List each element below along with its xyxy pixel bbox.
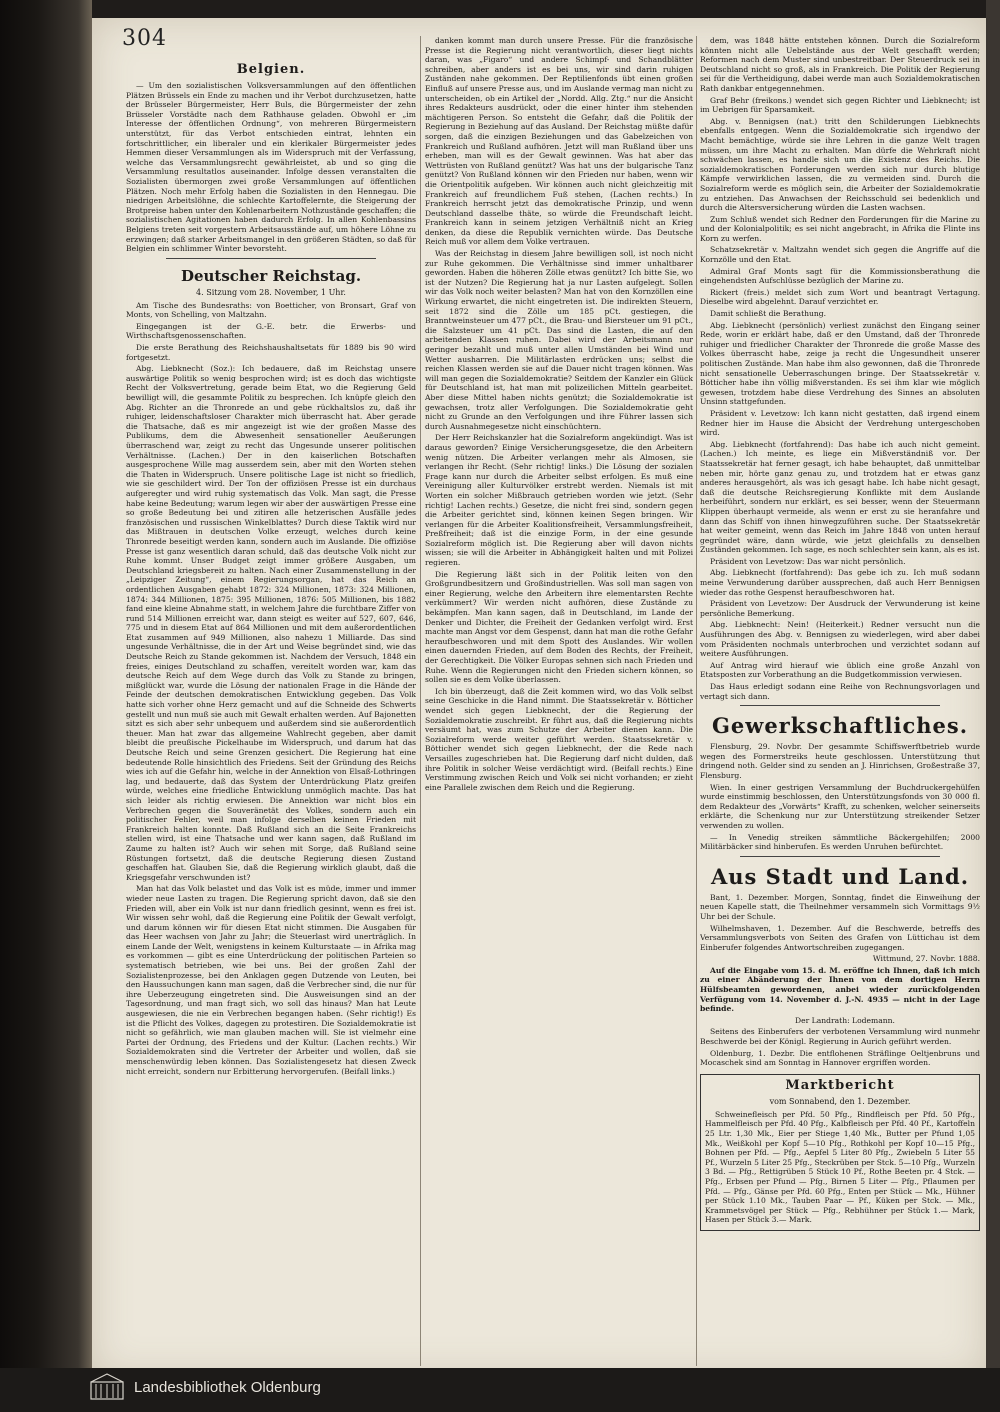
heading-belgien: Belgien. — [236, 62, 306, 77]
heading-gewerkschaftliches: Gewerkschaftliches. — [711, 713, 969, 739]
text-paragraph: Auf Antrag wird hierauf wie üblich eine große Anzahl von Etatsposten zur Vorberathung an die Budgetkommission verwiesen. — [700, 660, 980, 680]
reichstag-paragraph: Am Tische des Bundesraths: von Boetticher, von Bronsart, Graf von Monts, von Schelling, von Maltzahn. — [126, 300, 416, 320]
text-paragraph: Die Regierung läßt sich in der Politik leiten von den Großgrundbesitzern und Großindustriellen. Was soll man sagen von einer Regierung, welche den Arbeitern ihre elementarsten Rechte verkümmert? Wir werden nicht aufhören, diese Zustände zu bekämpfen. Man kann sagen, daß in Deutschland, im Lande der Denker und Dichter, die Freiheit der Gedanken verfolgt wird. Erst machte man Angst vor dem Gespenst, dann hat man die rothe Gefahr heraufbeschworen und mit dem Spott des Auslandes. Wir wollen einen dauernden Frieden, auf dem Boden des Rechts, der Freiheit, der Gerechtigkeit. Die Völker Europas sehnen sich nach Frieden und Ruhe. Wenn die Regierungen nicht den Frieden sichern können, so sollen sie es dem Volke überlassen. — [425, 569, 693, 685]
market-prices: Schweinefleisch per Pfd. 50 Pfg., Rindfleisch per Pfd. 50 Pfg., Hammelfleisch per Pfd. 40 Pfg., Kalbfleisch per Pfd. 40 Pf., Kartoffeln 25 Ltr. 1,30 Mk., Eier per Stiege 1,40 Mk., Butter per Pfund 1,05 Mk., Weißkohl per Kopf 5—10 Pfg., Rothkohl per Kopf 10—15 Pfg., Bohnen per Pfd. — Pfg., Aepfel 5 Liter 80 Pfg., Zwiebeln 5 Liter 55 Pf., Wurzeln 5 Liter 25 Pfg., Steckrüben per Stck. 5—10 Pfg., Wurzeln 3 Bd. — Pfg., Rettigrüben 5 Stück 10 Pf., Rothe Beeten pr. 4 Stck. — Pfg., Erbsen per Pfund — Pfg., Birnen 5 Liter — Pfg., Pflaumen per Pfd. — Pfg., Gänse per Pfd. 60 Pfg., Enten per Stück — Mk., Hühner per Stück 1.10 Mk., Tauben Paar — Pf., Küken per Stck. — Mk., Krammetsvögel per Stück — Pfg., Rebhühner per Stück 1.— Mark, Hasen per Stück 3.— Mark. — [705, 1109, 976, 1225]
text-paragraph: Abg. v. Bennigsen (nat.) tritt den Schilderungen Liebknechts ebenfalls entgegen. Wenn die Sozialdemokratie sich irgendwo der Macht bemächtige, würde sie ihre Lehren in die ganze Welt tragen müssen, um ihre Macht zu erhalten. Man dürfe die Wehrkraft nicht schwächen lassen, es handle sich um die Existenz des Reichs. Die sozialdemokratischen Forderungen werden sich nur durch blutige Kämpfe verwirklichen lassen, die zu vermeiden sind. Durch die Sozialreform werde es möglich sein, die Arbeiter der Sozialdemokratie zu entziehen. Das Anwachsen der Reichsschuld sei bedenklich und durch die Altersversicherung würden die Lasten wachsen. — [700, 116, 980, 213]
book-spine — [0, 0, 92, 1412]
heading-marktbericht: Marktbericht — [785, 1077, 895, 1093]
letter-body: Auf die Eingabe vom 15. d. M. eröffne ich Ihnen, daß ich mich zu einer Abänderung der Ihnen von dem dortigen Herrn Hülfsbeamten gewordenen, anbei wieder zurückfolgenden Verfügung vom 14. November d. J.-N. 4935 — nicht in der Lage befinde. — [700, 965, 980, 1014]
reichstag-paragraph: Die erste Berathung des Reichshaushaltsetats für 1889 bis 90 wird fortgesetzt. — [126, 343, 416, 362]
divider — [166, 258, 376, 259]
text-paragraph: Seitens des Einberufers der verbotenen Versammlung wird nunmehr Beschwerde bei der Königl. Regierung in Aurich geführt werden. — [700, 1027, 980, 1047]
page-number: 304 — [122, 26, 167, 51]
text-paragraph: Abg. Liebknecht (fortfahrend): Das gebe ich zu. Ich muß sodann meine Verwunderung darüber aussprechen, daß auch Herr Bennigsen wieder das rothe Gespenst heraufbeschworen hat. — [700, 568, 980, 597]
reichstag-paragraph: Man hat das Volk belastet und das Volk ist es müde, immer und immer wieder neue Lasten zu tragen. Die Regierung spricht davon, daß sie den Frieden will, aber ein Volk ist nur dann friedlich gesinnt, wenn es frei ist. Wir wissen sehr wohl, daß die Regierung eine Politik der Gewalt verfolgt, und darum können wir für diesen Etat nicht stimmen. Die Ausgaben für das Heer wachsen von Jahr zu Jahr; die Steuerlast wird unerträglich. In einem Lande der Welt, wenigstens in keinem Kulturstaate — in Afrika mag es vorkommen — gibt es eine Unterdrückung der politischen Parteien so systematisch betrieben, wie bei uns. Bei der großen Zahl der Sozialistenprozesse, bei den Anklagen gegen Dutzende von Leuten, bei den Haussuchungen kann man sagen, daß die Verbrecher sind, die nur für ihre Ueberzeugung eingetreten sind. Die Ausweisungen sind an der Tagesordnung, und man fragt sich, wo soll das hinaus? Man hat Leute ausgewiesen, die nie ein Verbrechen begangen haben. (Sehr richtig!) Es ist die Pflicht des Volkes, dagegen zu protestiren. Die Sozialdemokratie ist nicht so gefährlich, wie man glauben machen will. Sie ist vielmehr eine Partei der Ordnung, des Friedens und der Kultur. (Lachen rechts.) Wir Sozialdemokraten sind die Vertreter der Arbeiter und wollen, daß sie menschenwürdig leben können. Das Sozialistengesetz hat diesen Zweck nicht erreicht, sondern nur Erbitterung hervorgerufen. (Beifall links.) — [126, 884, 416, 1076]
text-paragraph: Damit schließt die Berathung. — [710, 309, 827, 319]
library-name: Landesbibliothek Oldenburg — [134, 1379, 321, 1396]
text-paragraph: Präsident v. Levetzow: Ich kann nicht gestatten, daß irgend einem Redner hier im Hause die Absicht der Verdrehung untergeschoben wird. — [700, 408, 980, 438]
divider — [740, 705, 940, 706]
heading-reichstag: Deutscher Reichstag. — [180, 266, 362, 285]
text-paragraph: — In Venedig streiken sämmtliche Bäckergehilfen; 2000 Militärbäcker sind hinberufen. Es werden Unruhen befürchtet. — [700, 832, 980, 852]
text-paragraph: Das Haus erledigt sodann eine Reihe von Rechnungsvorlagen und vertagt sich dann. — [700, 682, 980, 701]
column-rule — [420, 36, 421, 1366]
text-paragraph: Präsident von Levetzow: Das war nicht persönlich. — [710, 556, 906, 566]
heading-stadt-und-land: Aus Stadt und Land. — [710, 863, 970, 889]
text-paragraph: Schatzsekretär v. Maltzahn wendet sich gegen die Angriffe auf die Kornzölle und den Etat. — [700, 245, 980, 265]
column-1 — [126, 58, 416, 1378]
text-paragraph: Admiral Graf Monts sagt für die Kommissionsberathung die eingehendsten Aufschlüsse bezüglich der Marine zu. — [700, 266, 980, 286]
page-edge — [986, 0, 1000, 1412]
text-paragraph: Wien. In einer gestrigen Versammlung der Buchdruckergehülfen wurde einstimmig beschlossen, den Unterstützungsfonds von 30 000 fl. dem Redakteur des „Vorwärts“ Krafft, zu schenken, welcher seinerseits erklärte, die Schenkung nur zur Unterstützung streikender Setzer verwenden zu wollen. — [700, 782, 980, 830]
text-paragraph: Oldenburg, 1. Dezbr. Die entflohenen Sträflinge Oeltjenbruns und Mocaschek sind am Sonntag in Hannover ergriffen worden. — [700, 1048, 980, 1068]
text-paragraph: Graf Behr (freikons.) wendet sich gegen Richter und Liebknecht; ist im Uebrigen für Sparsamkeit. — [700, 95, 980, 115]
article-belgien: — Um den sozialistischen Volksversammlungen auf den öffentlichen Plätzen Brüssels ein Ende zu machen und ihr Verbot durchzusetzen, hatte der Brüsseler Bürgermeister, Herr Buls, die Bürgermeister der zehn Brüsseler Vorstädte nach dem Rathhause geladen. Obwohl er „im Interesse der öffentlichen Ordnung“, von mehreren Bürgermeistern unterstützt, für das Verbot entschieden eintrat, lehnten ein fortschrittlicher, ein liberaler und ein klerikaler Bürgermeister jedes Hemmen dieser Versammlungen als im Widerspruch mit der Verfassung, welche das Versammlungsrecht gewährleistet, ab und so ging die Versammlung resultatlos auseinander. Infolge dessen veranstalten die Sozialisten übermorgen zwei große Versammlungen auf öffentlichen Plätzen. Noch mehr Erfolg haben die Sozialisten in den Hennegau. Die niedrigen Arbeitslöhne, die schlechte Kartoffelernte, die Steigerung der Brotpreise haben unter den Kohlenarbeitern Nothzustände geschaffen; die sozialistischen Agitationen haben dadurch Erfolg. In allen Kohlenbassins Belgiens treten seit vorgestern Arbeitsausstände auf, um höhere Löhne zu erzwingen; daß starker Arbeitsmangel in den größeren Städten, so daß für Belgien ein schlimmer Winter bevorsteht. — [126, 81, 416, 254]
text-paragraph: Zum Schluß wendet sich Redner den Forderungen für die Marine zu und der Kolonialpolitik; es sei nicht angebracht, in Afrika die Flinte ins Korn zu werfen. — [700, 214, 980, 243]
newspaper-page — [92, 18, 986, 1378]
divider — [740, 856, 940, 857]
text-paragraph: Flensburg, 29. Novbr. Der gesammte Schiffswerftbetrieb wurde wegen des Formerstreiks heute geschlossen. Unterstützung thut dringend noth. Gelder sind zu senden an J. Hinrichsen, Großestraße 37, Flensburg. — [700, 742, 980, 780]
text-paragraph: Abg. Liebknecht (fortfahrend): Das habe ich auch nicht gemeint. (Lachen.) Ich meinte, es liege ein Mißverständniß vor. Der Staatssekretär hat ferner gesagt, ich habe behauptet, daß unmittelbar neben mir, hörte ganz genau zu, und trotzdem hat er etwas ganz anderes herausgehört, als was ich gesagt habe. Ich habe nicht gesagt, daß die deutsche Reichsregierung Konflikte mit dem Auslande herbeiführt, sondern nur erklärt, es sei besser, wenn der Steuermann Klippen überhaupt vermeide, als wenn er erst zu sie heranfahre und dann das Schiff von ihnen hinwegzuführen suche. Der Staatssekretär hat weiter gemeint, wenn das Reich im Jahre 1848 von unten herauf gegründet wäre, dann würde, wie jetzt gleichfalls zu denselben Zuständen gekommen. Ich sage, es noch schlechter sein kann, als es ist. — [700, 439, 980, 555]
market-date: vom Sonnabend, den 1. Dezember. — [769, 1096, 911, 1106]
reichstag-paragraph: Eingegangen ist der G.-E. betr. die Erwerbs- und Wirthschaftsgenossenschaften. — [126, 321, 416, 341]
text-paragraph: Ich bin überzeugt, daß die Zeit kommen wird, wo das Volk selbst seine Geschicke in die Hand nimmt. Die Staatssekretär v. Bötticher wendet sich gegen Liebknecht, der die Regierung der Sozialdemokratie zuschreibt. Er führt aus, daß die Regierung nichts versäumt hat, was zum Schutze der Arbeiter dienen kann. Die Sozialreform werde weiter geführt werden. Staatssekretär v. Bötticher wendet sich gegen Liebknecht, der die Rede nach Versailles zugeschrieben hat. Die Regierung darf nicht dulden, daß ihre Politik in solcher Weise verdächtigt wird. (Beifall rechts.) Eine Verstimmung zwischen Reich und Volk sei nicht vorhanden; er zieht eine Parallele zwischen dem Reich und die Regierung. — [425, 686, 693, 792]
column-3 — [700, 36, 980, 1366]
text-paragraph: Präsident von Levetzow: Der Ausdruck der Verwunderung ist keine persönliche Bemerkung. — [700, 599, 980, 618]
letter-date: Wittmund, 27. Novbr. 1888. — [872, 954, 980, 964]
market-report-box — [700, 1074, 980, 1231]
text-paragraph: Abg. Liebknecht: Nein! (Heiterkeit.) Redner versucht nun die Ausführungen des Abg. v. Bennigsen zu wiederlegen, wird aber dabei vom Präsidenten nochmals unterbrochen und verzichtet sodann auf weitere Ausführungen. — [700, 620, 980, 659]
column-rule — [696, 36, 697, 1366]
library-building-icon — [90, 1372, 124, 1400]
text-paragraph: Abg. Liebknecht (persönlich) verliest zunächst den Eingang seiner Rede, worin er erklärt habe, daß er den Umstand, daß der Thronrede ruhiger und friedlicher Charakter der Thronrede die große Masse des Volkes überrascht habe, zeige ja recht die Ungesundheit unserer politischen Zustände. Man habe ihm also gewonnen, daß die Thronrede nicht sensationelle Ueberraschungen bringe. Der Staatssekretär v. Bötticher habe ihn völlig mißverstanden. Es sei ihm klar wie möglich gewesen, trotzdem habe diese Verdrehung des Sinnes an absoluten Unsinn stattgefunden. — [700, 320, 980, 407]
text-paragraph: danken kommt man durch unsere Presse. Für die französische Presse ist die Regierung nicht verantwortlich, dieser liegt nichts daran, was „Figaro“ und andere Schimpf- und Schandblätter schreiben, aber anders ist es bei uns, wir sind darin ruhigen Zuständen nahe gekommen. Der Reptilienfonds übt einen großen Einfluß auf unsere Presse aus, und im Auslande vermag man nicht zu unterscheiden, ob ein Artikel der „Nordd. Allg. Ztg.“ nur die Ansicht ihres Redakteurs ausdrückt, oder die einer hinter ihm stehenden mächtigeren Person. So entsteht die Gefahr, daß die Politik der Regierung in Beziehung auf das Ausland. Der Reichstag müßte dafür sorgen, daß die einzigen Beziehungen und das Gabelzeichen von Frankreich und Rußland aufhören. Jetzt will man Rußland über uns erheben, man will es der Gewalt gewinnen. Was hat aber das Wettrüsten von Rußland genützt? Was hat uns der bulgarische Tanz genützt? Von Rußland können wir den Frieden nur haben, wenn wir die Orientpolitik aufgeben. Wir können auch nicht gleichzeitig mit Frankreich auf freundlichem Fuß stehen, (Lachen rechts.) In Frankreich herrscht jetzt das demokratische Prinzip, und wenn Deutschland dasselbe thäte, so würde die Freundschaft leicht. Frankreich kann in seinem jetzigen Verhältniß nicht an Krieg denken, da diese die Republik vernichten würde. Das Deutsche Reich muß vor allem dem Volke vertrauen. — [425, 36, 693, 247]
text-paragraph: Rickert (freis.) meldet sich zum Wort und beantragt Vertagung. Dieselbe wird abgelehnt. Darauf verzichtet er. — [700, 287, 980, 307]
column-2 — [425, 36, 693, 1366]
text-paragraph: Bant, 1. Dezember. Morgen, Sonntag, findet die Einweihung der neuen Kapelle statt, die Theilnehmer versammeln sich Vormittags 9½ Uhr bei der Schule. — [700, 892, 980, 921]
letter-signature: Der Landrath: Lodemann. — [795, 1015, 895, 1025]
text-paragraph: Wilhelmshaven, 1. Dezember. Auf die Beschwerde, betreffs des Versammlungsverbots von Seiten des Grafen von Lüttichau ist dem Einberufer folgendes Antwortschreiben zugegangen. — [700, 923, 980, 952]
reichstag-paragraph: Abg. Liebknecht (Soz.): Ich bedauere, daß im Reichstag unsere auswärtige Politik so wenig besprochen wird; ist es doch das wichtigste Recht der Volksvertretung, gerade beim Etat, wo die Regierung Geld bewilligt will, die gesammte Politik zu besprechen. Ich knüpfe gleich den Abg. Richter an die Thronrede an und gebe rückhaltslos zu, daß ihr ruhiger, leidenschaftsloser Charakter mich überrascht hat. Aber gerade die Thatsache, daß es mir angezeigt ist wie der großen Masse des Publikums, dem die Abwesenheit sensationeller Aeußerungen überraschend war, zeigt zu recht das Ungesunde unserer politischen Verhältnisse. (Lachen.) Der in den kaiserlichen Botschaften ausgesprochene Wille mag ausserdem sein, aber mit den Worten stehen die Thaten in Widerspruch. Unsere politische Lage ist nicht so friedlich, wie sie geschildert wird. Der Ton der offiziösen Presse ist ein durchaus aufgeregter und wird ruhig systematisch das Volk. Man sagt, die Presse habe keine Bedeutung; warum legen wir aber der auswärtigen Presse eine so große Bedeutung bei und zitiren alle hetzerischen Ausfälle jedes französischen und russischen Winkelblattes? Durch diese Taktik wird nur das Mißtrauen in deutschen Volke erzeugt, welches durch keine Thronrede beseitigt werden kann, sondern auch im Auslande. Die offiziöse Presse ist ganz wesentlich daran schuld, daß das deutsche Volk nicht zur Ruhe kommt. Unser Budget zeigt immer größere Ausgaben, um Deutschland kriegsbereit zu halten. Nach einer Zusammenstellung in der „Leipziger Zeitung“, einem Regierungsorgan, hat das Reich an ordentlichen Ausgaben gehabt 1872: 324 Millionen, 1873: 324 Millionen, 1874: 344 Millionen, 1875: 395 Millionen, 1876: 505 Millionen, bis 1882 fand eine kleine Abnahme statt, in welchem Jahre die furchtbare Ziffer von rund 514 Millionen erreicht war, dann steigt es weiter auf 527, 607, 646, 775 und in diesem Etat auf 864 Millionen und mit dem außerordentlichen Etat zusammen auf 949 Millionen, also nahezu 1 Milliarde. Das sind ungesunde Verhältnisse, die in der Art und Weise begründet sind, wie das Deutsche Reich zu Stande gekommen ist. Nachdem der Versuch, 1848 ein freies, einiges Deutschland zu schaffen, vereitelt worden war, kam das deutsche Reich auf dem Wege durch das Volk zu Stande zu bringen, mißglückt war, wurde die Lösung der nationalen Frage in die Hände der Feinde der deutschen demokratischen Entwicklung gegeben. Das Volk hatte sich vorher ohne Herz gemacht und auf die Schneide des Schwerts gestellt und nun muß sie auch mit Gewalt erhalten werden. Auf Bajonetten sitzt es sich aber sehr unbequem und außerdem sind sie außerordentlich theuer. Man hat zwar das allgemeine Wahlrecht gegeben, aber damit bleibt die preußische Pickelhaube im Widerspruch, und darum hat das Deutsche Reich und seine Grenzen gesichert. Die Regierung hat eine bedeutende Rolle hinsichtlich des Friedens. Seit der Gründung des Reichs wies ich auf die Gefahr hin, welche in der Annektion von Elsaß-Lothringen lag, und bedauerte, daß das System der Unterdrückung Platz greifen würde, welches eine friedliche Entwicklung unmöglich machte. Das hat sich leider als richtig erwiesen. Die Annektion war nicht blos ein Verbrechen gegen die Souveränetät des Volkes, sondern auch ein politischer Fehler, weil man infolge derselben keinen Frieden mit Frankreich halten konnte. Daß Rußland sich an die Seite Frankreichs stellen wird, ist eine Thatsache und wer kann sagen, daß Rußland im Zaume zu halten ist? Auch wir sehen mit Sorge, daß Rußland seine Rüstungen fortsetzt, daß die deutsche Regierung diesen Zustand geschaffen hat. Glauben Sie, daß die Regierung wirklich glaubt, daß die Kriegsgefahr verschwunden ist? — [126, 364, 416, 882]
session-line: 4. Sitzung vom 28. November, 1 Uhr. — [196, 287, 346, 297]
text-paragraph: Der Herr Reichskanzler hat die Sozialreform angekündigt. Was ist daraus geworden? Einige Versicherungsgesetze, die den Arbeitern wenig nützen. Die Arbeiter verlangen mehr als Almosen, sie verlangen ihr Recht. (Sehr richtig! links.) Die Lösung der sozialen Frage kann nur durch die Arbeiter selbst erfolgen. Es muß eine Vereinigung aller Kulturvölker erstrebt werden. Niemals ist mit Worten ein solcher Mißbrauch getrieben worden wie jetzt. (Sehr richtig! Lachen rechts.) Gesetze, die nicht frei sind, sondern gegen die Arbeiter gerichtet sind, können keinen Segen bringen. Wir verlangen für die Arbeiter Koalitionsfreiheit, Versammlungsfreiheit, Preßfreiheit; daß ist die einzige Form, in der eine gesunde Sozialreform möglich ist. Die Regierung aber will davon nichts wissen; sie will die Arbeiter in Abhängigkeit halten und mit Polizei regieren. — [425, 433, 693, 568]
text-paragraph: Was der Reichstag in diesem Jahre bewilligen soll, ist noch nicht zur Ruhe gekommen. Die Verhältnisse sind immer unhaltbarer geworden. Haben die höheren Zölle etwas genützt? Ich bitte Sie, wo ist der Nutzen? Die Regierung hat ja nur Lasten aufgelegt. Sollen wir das Volk noch weiter belasten? Man hat von den Kornzöllen eine Wirkung erwartet, die nicht eingetreten ist. Die indirekten Steuern, seit 1872 sind die Zölle um 185 pCt. gestiegen, die Branntweinsteuer um 477 pCt., die Brau- und Biersteuer um 91 pCt., die Salzsteuer um 41 pCt. Das sind die Lasten, die auf den arbeitenden Klassen ruhen. Dabei wird der Arbeitsmann nur geringer bezahlt und muß unter allen Umständen bei Wind und Wetter ausharren. Die Militärlasten erdrücken uns; selbst die reichen Klassen werden sie auf die Dauer nicht tragen können. Was will man gegen die Sozialdemokratie? Seitdem der Kanzler ein Glück für Deutschland ist, hat man mit polizeilichen Mitteln gearbeitet. Aber diese Mittel haben nichts genützt; die Sozialdemokratie ist gewachsen, trotz aller Verfolgungen. Die Sozialdemokratie geht nicht zu Grunde an den Verfolgungen und ihre Führer lassen sich durch Ausnahmegesetze nicht einschüchtern. — [425, 249, 693, 431]
text-paragraph: dem, was 1848 hätte entstehen können. Durch die Sozialreform könnten nicht alle Uebelstände aus der Welt geschafft werden; Reformen nach dem Muster sind unbestreitbar. Der Steuerdruck sei in Deutschland nicht so groß, als in Frankreich. Die Politik der Regierung sei für die Vertheidigung, dabei werde man auch Sozialdemokratischen Rath dankbar entgegennehmen. — [700, 36, 980, 93]
